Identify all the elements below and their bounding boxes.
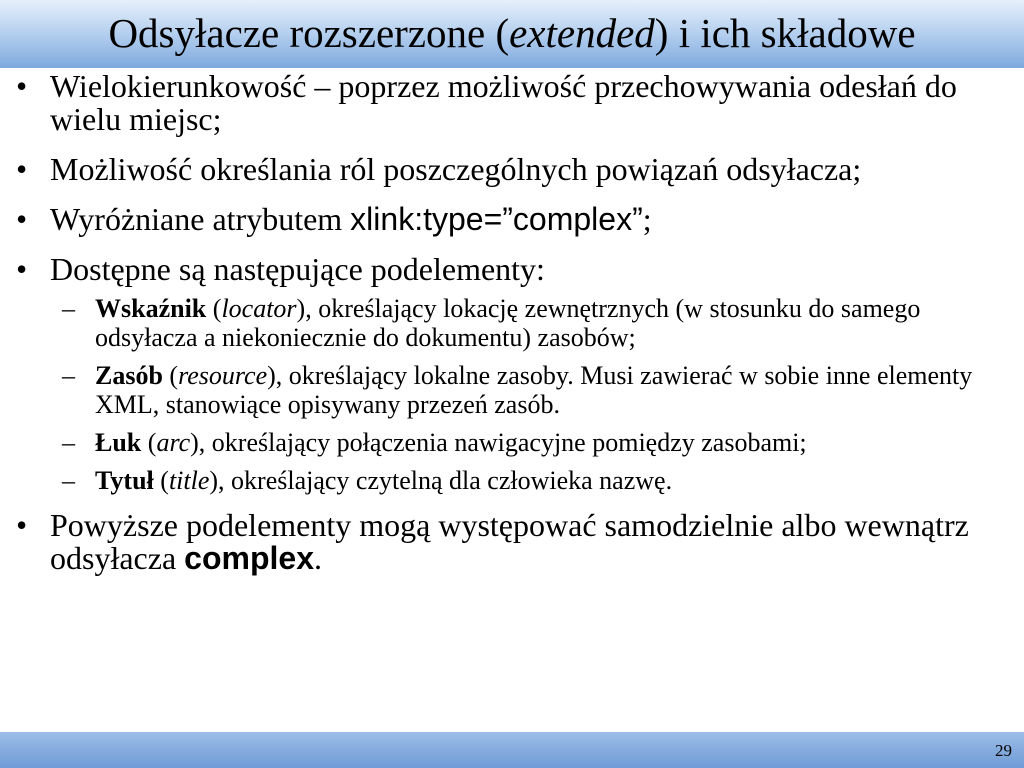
sub-bullet-text: ), określający połączenia nawigacyjne pomiędzy zasobami; bbox=[190, 428, 807, 457]
bullet-marker: • bbox=[16, 151, 28, 187]
term-italic: locator bbox=[221, 294, 297, 323]
sub-bullet-text: ), określający lokalne zasoby. Musi zawierać w sobie inne elementy XML, stanowiące opisywany przezeń zasób. bbox=[95, 361, 973, 419]
title-text-post: ) i ich składowe bbox=[654, 10, 916, 56]
bullet-text: Wielokierunkowość – poprzez możliwość przechowywania odesłań do wielu miejsc; bbox=[50, 68, 957, 137]
term-italic: resource bbox=[178, 361, 268, 390]
bullet-text-end: ; bbox=[642, 201, 652, 237]
bullet-item bbox=[0, 203, 1024, 236]
code-xlink-type: xlink:type=”complex” bbox=[350, 201, 643, 237]
paren-open: ( bbox=[153, 466, 169, 495]
bullet-marker: • bbox=[16, 251, 28, 287]
bullet-text: Możliwość określania ról poszczególnych powiązań odsyłacza; bbox=[50, 151, 862, 187]
sub-bullet-marker: – bbox=[62, 361, 75, 390]
code-complex: complex bbox=[184, 540, 314, 576]
sub-bullet-text: ), określający czytelną dla człowieka nazwę. bbox=[209, 466, 673, 495]
term-bold: Tytuł bbox=[95, 466, 154, 495]
term-italic: title bbox=[168, 466, 210, 495]
term-bold: Łuk bbox=[95, 428, 142, 457]
sub-bullet-item bbox=[0, 466, 1024, 495]
sub-bullet-marker: – bbox=[62, 428, 75, 457]
bullet-text: Wyróżniane atrybutem bbox=[50, 201, 351, 237]
title-text-pre: Odsyłacze rozszerzone ( bbox=[108, 10, 510, 56]
sub-bullet-marker: – bbox=[62, 294, 75, 323]
footer-bar bbox=[0, 732, 1024, 768]
term-italic: arc bbox=[156, 428, 191, 457]
sub-bullet-item bbox=[0, 294, 1024, 352]
sub-bullet-item bbox=[0, 361, 1024, 419]
bullet-marker: • bbox=[16, 507, 28, 543]
sub-bullet-marker: – bbox=[62, 466, 75, 495]
title-bar bbox=[0, 0, 1024, 68]
page-number: 29 bbox=[995, 741, 1012, 760]
bullet-text: Dostępne są następujące podelementy: bbox=[50, 251, 545, 287]
bullet-text: Powyższe podelementy mogą występować samodzielnie albo wewnątrz odsyłacza bbox=[50, 507, 969, 576]
bullet-text-end: . bbox=[313, 540, 322, 576]
bullet-item bbox=[0, 509, 1024, 575]
term-bold: Wskaźnik bbox=[95, 294, 207, 323]
term-bold: Zasób bbox=[95, 361, 163, 390]
title-text-italic: extended bbox=[509, 10, 655, 56]
bullet-item bbox=[0, 153, 1024, 186]
paren-open: ( bbox=[162, 361, 179, 390]
bullet-item bbox=[0, 253, 1024, 286]
bullet-marker: • bbox=[16, 201, 28, 237]
sub-bullet-text: ), określający lokację zewnętrznych (w stosunku do samego odsyłacza a niekoniecznie do dokumentu) zasobów; bbox=[95, 294, 921, 352]
bullet-item bbox=[0, 70, 1024, 136]
slide-content bbox=[0, 70, 1024, 592]
bullet-marker: • bbox=[16, 68, 28, 104]
sub-bullet-item bbox=[0, 428, 1024, 457]
paren-open: ( bbox=[141, 428, 157, 457]
slide-title bbox=[0, 8, 1024, 58]
paren-open: ( bbox=[206, 294, 222, 323]
